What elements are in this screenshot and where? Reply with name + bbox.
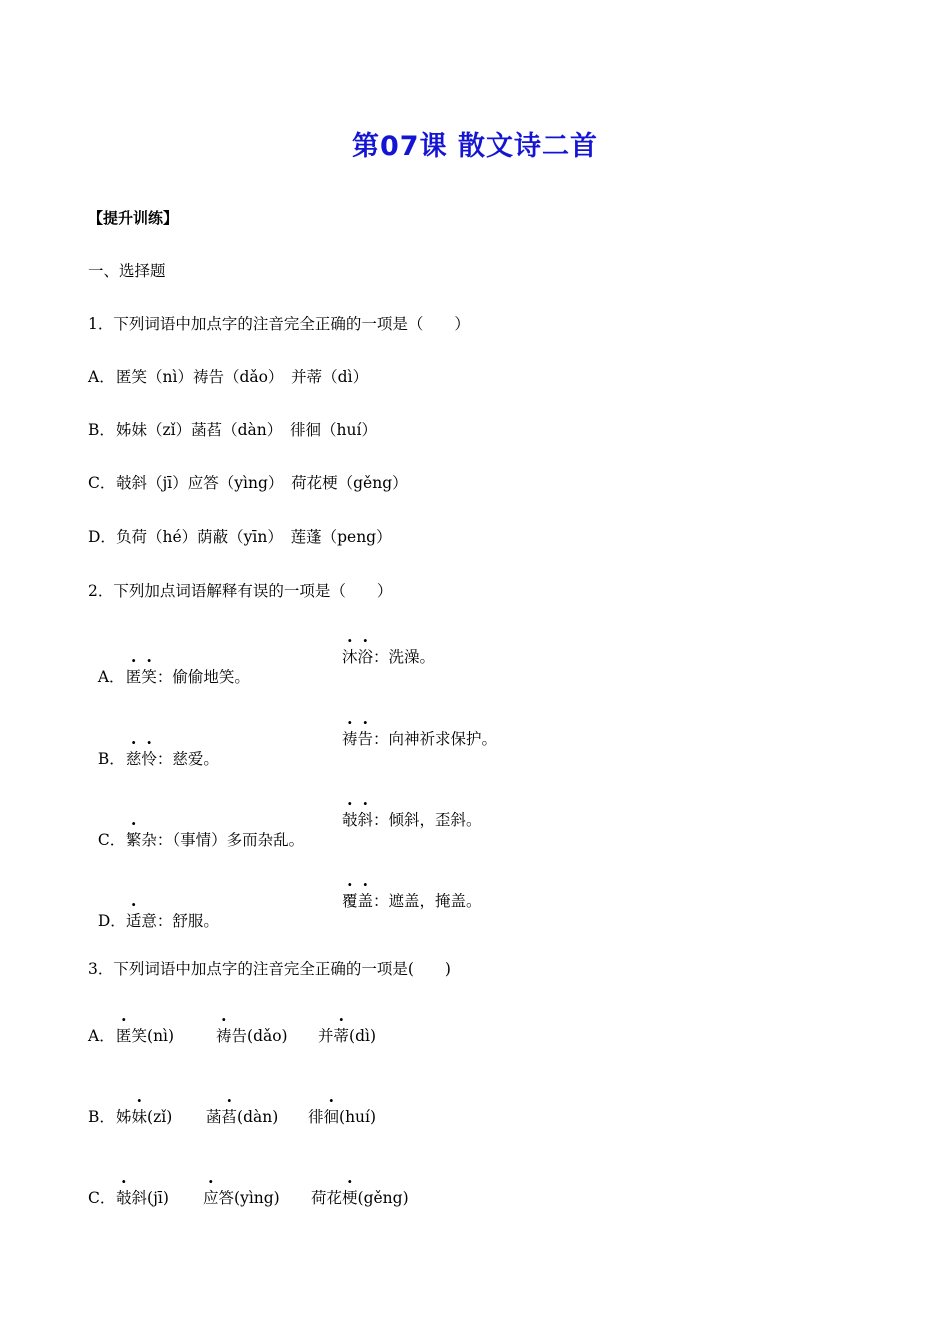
page-title: 第07课 散文诗二首 (352, 131, 598, 162)
dotted-char: 沐 (342, 648, 358, 666)
option-label: A． (97, 668, 125, 686)
option-label: D． (88, 528, 116, 546)
dotted-char: 匿 (125, 668, 142, 686)
definition: ：向神祈求保护。 (373, 730, 498, 748)
q1-option-c (88, 473, 408, 493)
option-text: 姊妹（zǐ）菡萏（dàn） 徘徊（huí） (116, 421, 377, 439)
definition: ：（事情）多而杂乱。 (156, 831, 305, 849)
plain-char: 并 (318, 1027, 334, 1045)
dotted-char: 覆 (342, 892, 358, 910)
pinyin-text: (huí) (339, 1108, 377, 1126)
dotted-char: 徊 (323, 1108, 340, 1126)
q3-c-item-1 (116, 1188, 169, 1208)
dotted-char: 攲 (342, 811, 358, 829)
pinyin-text: (dì) (349, 1027, 377, 1045)
q1-stem: 1．下列词语中加点字的注音完全正确的一项是（ ） (88, 315, 470, 333)
q1-option-a (88, 367, 368, 387)
plain-char: 杂 (141, 831, 157, 849)
plain-char: 荷花 (311, 1189, 343, 1207)
q3-b-item-2 (206, 1107, 278, 1127)
option-label: B． (97, 750, 125, 768)
option-label: B． (88, 421, 115, 439)
pinyin-text: (gěng) (357, 1189, 409, 1207)
dotted-char: 祷 (216, 1027, 232, 1045)
section-heading: 【提升训练】 (88, 209, 179, 227)
q3-a-item-3 (318, 1026, 376, 1046)
q2-stem: 2．下列加点词语解释有误的一项是（ ） (88, 582, 393, 600)
option-label: C． (88, 474, 116, 492)
q2-option-a (88, 647, 250, 687)
q1-option-b (88, 420, 377, 440)
dotted-char: 攲 (116, 1189, 132, 1207)
dotted-char: 繁 (125, 831, 142, 849)
definition: ：遮盖，掩盖。 (373, 892, 482, 910)
q3-c-item-3 (311, 1188, 409, 1208)
plain-char: 意 (141, 912, 157, 930)
q3-a-item-1 (116, 1026, 174, 1046)
q3-option-b (88, 1107, 116, 1127)
dotted-char: 斜 (357, 811, 374, 829)
q3-a-item-2 (216, 1026, 288, 1046)
dotted-char: 浴 (357, 648, 374, 666)
pinyin-text: 斜(jī) (131, 1189, 169, 1207)
q2-option-a-second (342, 647, 435, 667)
option-label: B． (88, 1108, 115, 1126)
dotted-char: 慈 (125, 750, 142, 768)
plain-char: 姊 (116, 1108, 132, 1126)
dotted-char: 怜 (141, 750, 157, 768)
definition: ：舒服。 (156, 912, 219, 930)
definition: ：洗澡。 (373, 648, 436, 666)
option-text: 匿笑（nì）祷告（dǎo） 并蒂（dì） (116, 368, 369, 386)
dotted-char: 蒂 (333, 1027, 350, 1045)
q3-option-a (88, 1026, 116, 1046)
option-label: C． (97, 831, 126, 849)
dotted-char: 梗 (342, 1189, 358, 1207)
q2-option-d-second (342, 891, 482, 911)
dotted-char: 匿 (116, 1027, 132, 1045)
plain-char: 菡 (206, 1108, 222, 1126)
q3-option-c (88, 1188, 116, 1208)
q2-option-d (88, 891, 219, 931)
dotted-char: 笑 (141, 668, 157, 686)
pinyin-text: (dàn) (237, 1108, 279, 1126)
q3-stem: 3．下列词语中加点字的注音完全正确的一项是( ) (88, 960, 451, 978)
pinyin-text: 告(dǎo) (231, 1027, 288, 1045)
definition: ：慈爱。 (156, 750, 219, 768)
q1-option-d (88, 527, 392, 547)
option-label: A． (88, 368, 115, 386)
definition: ：倾斜，歪斜。 (373, 811, 482, 829)
part-heading: 一、选择题 (88, 262, 166, 280)
dotted-char: 萏 (221, 1108, 238, 1126)
pinyin-text: (zǐ) (147, 1108, 173, 1126)
q2-option-b (88, 729, 219, 769)
q2-option-b-second (342, 729, 497, 749)
definition: ：偷偷地笑。 (156, 668, 250, 686)
option-label: C． (88, 1189, 116, 1207)
dotted-char: 应 (203, 1189, 219, 1207)
option-label: D． (97, 912, 126, 930)
dotted-char: 告 (357, 730, 374, 748)
plain-char: 徘 (308, 1108, 324, 1126)
pinyin-text: 笑(nì) (131, 1027, 175, 1045)
q3-b-item-3 (308, 1107, 376, 1127)
q2-option-c-second (342, 810, 482, 830)
q3-c-item-2 (203, 1188, 280, 1208)
dotted-char: 妹 (131, 1108, 148, 1126)
q3-b-item-1 (116, 1107, 172, 1127)
dotted-char: 盖 (357, 892, 374, 910)
dotted-char: 祷 (342, 730, 358, 748)
dotted-char: 适 (125, 912, 142, 930)
option-label: A． (88, 1027, 115, 1045)
pinyin-text: 答(yìng) (218, 1189, 280, 1207)
option-text: 攲斜（jī）应答（yìng） 荷花梗（gěng） (116, 474, 408, 492)
q2-option-c (88, 810, 304, 850)
option-text: 负荷（hé）荫蔽（yīn） 莲蓬（peng） (116, 528, 392, 546)
